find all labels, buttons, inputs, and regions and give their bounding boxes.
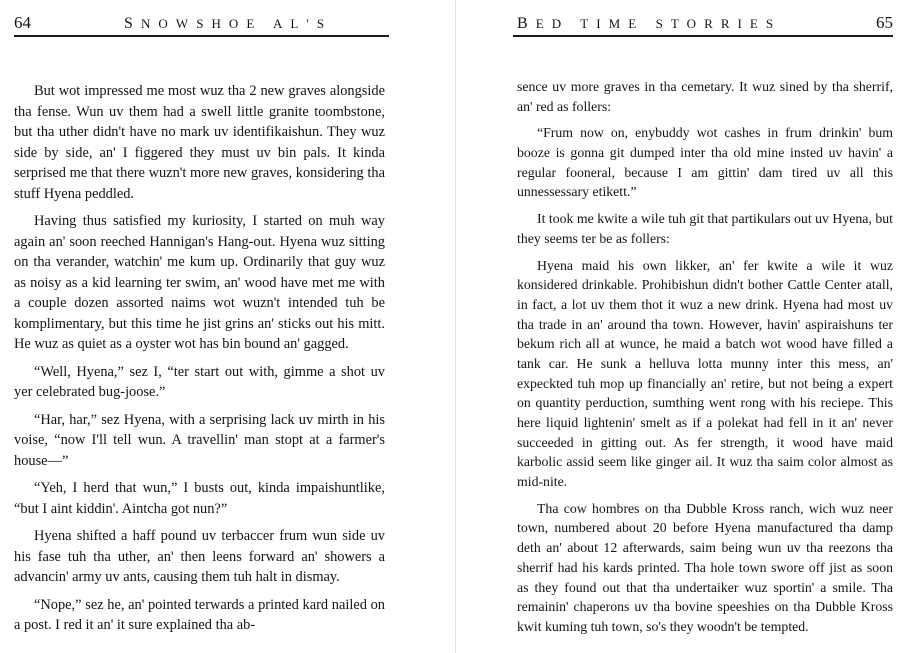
right-page: [456, 0, 911, 653]
left-header-rule: [14, 35, 389, 37]
paragraph: “Yeh, I herd that wun,” I busts out, kinda impaishuntlike, “but I aint kiddin'. Aintcha got nun?”: [14, 480, 385, 517]
paragraph: It took me kwite a wile tuh git that partikulars out uv Hyena, but they seems ter be as follers:: [517, 211, 893, 246]
left-page: [0, 0, 455, 653]
paragraph: Hyena maid his own likker, an' fer kwite a wile it wuz konsidered drinkable. Prohibishun didn't bother Cattle Center atall, in fact, a lot uv them thot it wuz a new drink. Hyena had most uv tha trade in an' around tha town. However, havin' aspiraishuns ter bekum rich all at wunce, he maid a batch wot wood have filled a tank car. He sunk a helluva lotta munny inter this mess, an' expeckted tuh mop up financially an' retire, but not being a expert on quantity perduction, sumthing went rong with his reciepe. This here liquid lightenin' smelt as if a polekat had fell in it an' never succeeded in gitting out. As fer strength, it wood have maid karbolic assid seem like ginger ail. It wuz tha saim color almost as mid-nite.: [517, 257, 893, 490]
paragraph: “Har, har,” sez Hyena, with a serprising lack uv mirth in his voise, “now I'll tell wun. A travellin' man stopt at a farmer's house—”: [14, 411, 385, 469]
paragraph: Having thus satisfied my kuriosity, I started on muh way again an' soon reeched Hannigan's Hang-out. Hyena wuz sitting on tha verander, watchin' me kum up. Ordinarily that guy wuz as noisy as a kid learning ter swim, an' wood have met me with a couple dozen assorted naims wot wuzn't intended tuh be komplimentary, but this time he jist grins an' sticks out his mitt. He wuz as quiet as a oyster wot has bin bound an' gagged.: [14, 213, 385, 353]
left-page-header: [14, 13, 389, 37]
right-header-rule: [513, 35, 893, 37]
paragraph: Hyena shifted a haff pound uv terbaccer frum wun side uv his fase tuh tha uther, an' then leens forward an' showers a advancin' army uv ants, causing them tuh halt in dismay.: [14, 528, 385, 586]
paragraph: But wot impressed me most wuz tha 2 new graves alongside tha fense. Wun uv them had a swell little granite toombstone, but tha uther didn't have no mark uv identifikaishun. They wuz side by side, an' I figgered they must uv bin pals. It kinda serprised me that there wuzn't more new graves, konsidering tha stuff Hyena peddled.: [14, 83, 385, 202]
paragraph: “Frum now on, enybuddy wot cashes in frum drinkin' bum booze is gonna git dumped inter tha old mine insted uv havin' a regular fooneral, because I am gittin' dam tired uv all this unnessessary etikett.”: [517, 125, 893, 200]
right-page-number: 65: [876, 13, 893, 32]
right-text-column: [517, 77, 893, 644]
left-text-column: [14, 81, 385, 643]
paragraph: Tha cow hombres on tha Dubble Kross ranch, wich wuz neer town, numbered about 20 before Hyena manufactured tha damp deth an' about 12 afterwards, saim being wun uv tha reezons tha sherrif had his kards printed. Tha hole town swore off jist as soon as they found out that tha undertaiker wuz sportin' a smile. Tha remainin' chaperons uv tha bovine speeshies on tha Dubble Kross kwit kuming tuh town, so's they woodn't be tempted.: [517, 500, 893, 634]
left-page-number: 64: [14, 13, 31, 32]
left-running-head: SNOWSHOE AL'S: [124, 15, 333, 32]
paragraph: “Well, Hyena,” sez I, “ter start out with, gimme a shot uv yer celebrated bug-joose.”: [14, 363, 385, 401]
paragraph: “Nope,” sez he, an' pointed terwards a printed kard nailed on a post. I red it an' it sure explained tha ab-: [14, 596, 385, 634]
right-page-header: [513, 13, 893, 37]
right-running-head: BED TIME STORRIES: [517, 15, 782, 32]
paragraph: sence uv more graves in tha cemetary. It wuz sined by tha sherrif, an' red as follers:: [517, 79, 893, 114]
